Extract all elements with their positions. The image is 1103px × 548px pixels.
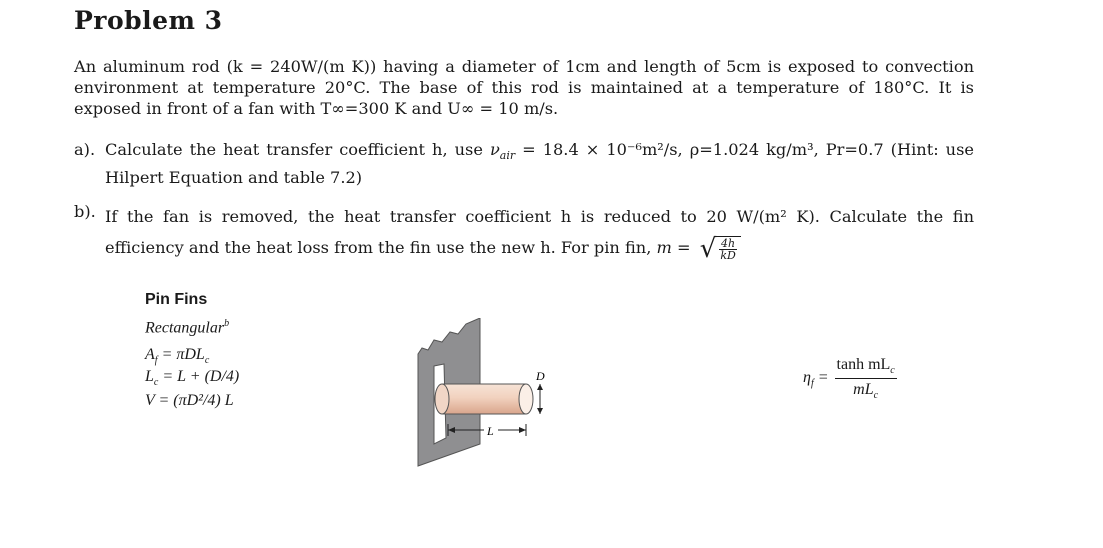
rod-body xyxy=(442,384,526,414)
length-arrow-right xyxy=(519,427,526,433)
area-equation: $A_f = \pi DL_c$ xyxy=(145,346,210,367)
length-equation: $L_c = L + (D/4)$ xyxy=(145,368,240,389)
sqrt-formula: √ $\frac{4h}{kD}$ xyxy=(700,236,741,262)
rod-tip xyxy=(519,384,533,414)
diameter-label: D xyxy=(536,369,545,383)
figure-subheading: Rectangular$^b$ xyxy=(145,318,230,337)
pin-fin-diagram xyxy=(410,318,550,468)
part-b xyxy=(74,201,974,263)
diameter-arrow-top xyxy=(537,384,543,390)
part-b-label: b). xyxy=(74,202,96,221)
part-a-label: a). xyxy=(74,140,96,159)
part-a xyxy=(74,139,974,189)
diameter-arrow-bottom xyxy=(537,408,543,414)
figure-heading: Pin Fins xyxy=(145,291,208,308)
rod-base xyxy=(435,384,449,414)
part-b-text: If the fan is removed, the heat transfer coefficient h is reduced to 20 W/(m² K). Calculate the fin efficiency and the heat loss from the fin use the new h. For pin fin, m = √ $\frac{4h}{kD}$ xyxy=(105,207,974,264)
volume-equation: V = (πD²/4) L xyxy=(145,392,234,409)
efficiency-denominator: $mL_c$ xyxy=(853,381,879,402)
part-a-text: Calculate the heat transfer coefficient h, use $\nu_{air} = 18.4 \times 10^{-6}m^2/s$, ρ=1.024 kg/m³, Pr=0.7 (Hint: use Hilpert Equation and table 7.2) xyxy=(105,140,974,188)
problem-statement: An aluminum rod (k = 240W/(m K)) having a diameter of 1cm and length of 5cm is exposed to convection environment at temperature 20°C. The base of this rod is maintained at a temperature of 180°C. It is exposed in front of a fan with T∞=300 K and U∞ = 10 m/s. xyxy=(74,57,974,118)
problem-title: Problem 3 xyxy=(74,6,223,35)
length-label: L xyxy=(487,424,494,438)
efficiency-lhs: $\eta_f$ = xyxy=(803,368,829,389)
efficiency-numerator: $\tanh mL_c$ xyxy=(835,356,897,379)
fin-efficiency-formula xyxy=(803,356,897,401)
